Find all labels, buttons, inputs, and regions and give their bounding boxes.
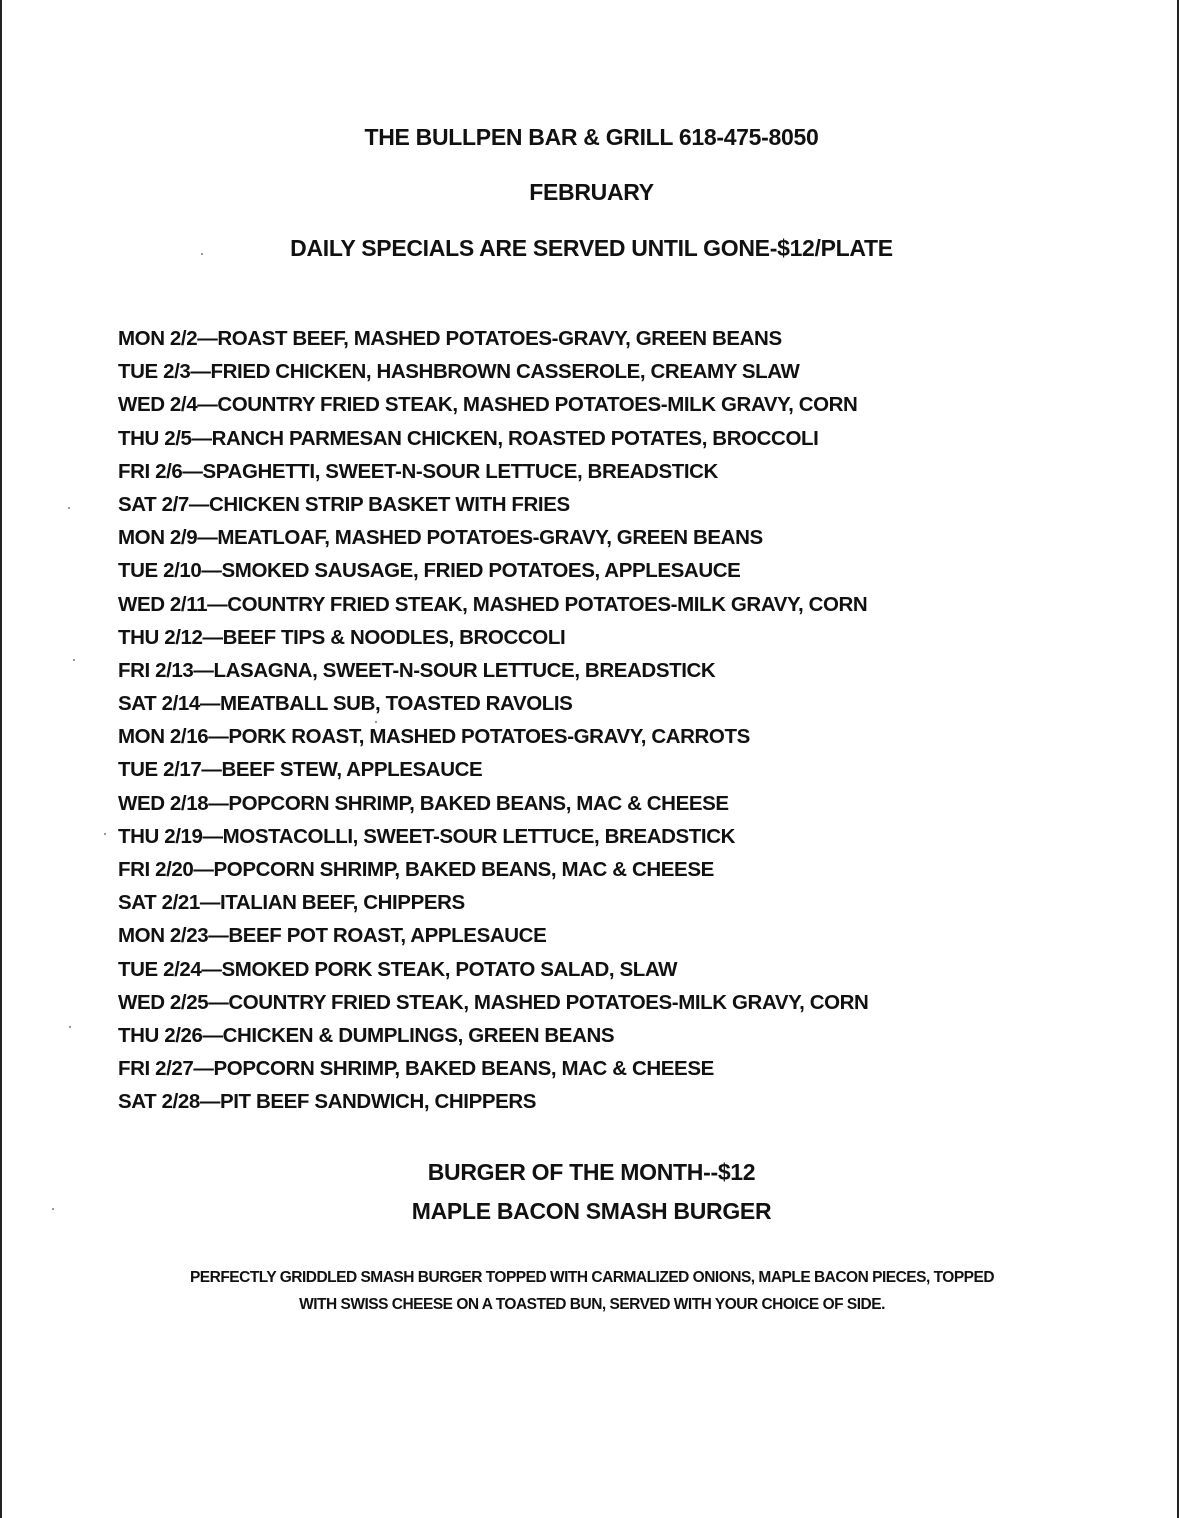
daily-special-item: TUE 2/10—SMOKED SAUSAGE, FRIED POTATOES, APPLESAUCE (118, 559, 741, 583)
daily-special-item: SAT 2/7—CHICKEN STRIP BASKET WITH FRIES (118, 492, 570, 516)
daily-special-item: THU 2/12—BEEF TIPS & NOODLES, BROCCOLI (118, 625, 566, 649)
restaurant-title: THE BULLPEN BAR & GRILL 618-475-8050 (364, 124, 819, 150)
burger-of-month-heading: BURGER OF THE MONTH--$12 (427, 1159, 756, 1185)
daily-special-item: SAT 2/28—PIT BEEF SANDWICH, CHIPPERS (118, 1090, 537, 1114)
specials-note: DAILY SPECIALS ARE SERVED UNTIL GONE-$12/PLATE (290, 235, 893, 261)
scan-speck (375, 721, 377, 723)
month-heading: FEBRUARY (529, 179, 654, 205)
burger-description (92, 1264, 1092, 1318)
daily-special-item: FRI 2/27—POPCORN SHRIMP, BAKED BEANS, MAC & CHEESE (118, 1057, 714, 1081)
scan-speck (52, 1208, 54, 1210)
scan-speck (69, 1026, 71, 1028)
daily-specials-list (118, 322, 1118, 1119)
burger-description-line: WITH SWISS CHEESE ON A TOASTED BUN, SERVED WITH YOUR CHOICE OF SIDE. (299, 1296, 885, 1313)
daily-special-item: MON 2/2—ROAST BEEF, MASHED POTATOES-GRAVY, GREEN BEANS (118, 327, 782, 350)
daily-special-item: TUE 2/17—BEEF STEW, APPLESAUCE (118, 758, 483, 782)
scan-speck (68, 507, 70, 509)
scan-speck (201, 253, 203, 255)
daily-special-item: THU 2/19—MOSTACOLLI, SWEET-SOUR LETTUCE, BREADSTICK (118, 824, 736, 848)
daily-special-item: TUE 2/3—FRIED CHICKEN, HASHBROWN CASSEROLE, CREAMY SLAW (118, 360, 800, 384)
scan-speck (104, 833, 106, 835)
daily-special-item: SAT 2/14—MEATBALL SUB, TOASTED RAVOLIS (118, 692, 573, 716)
daily-special-item: TUE 2/24—SMOKED PORK STEAK, POTATO SALAD, SLAW (118, 957, 678, 981)
daily-special-item: WED 2/11—COUNTRY FRIED STEAK, MASHED POTATOES-MILK GRAVY, CORN (118, 592, 868, 616)
daily-special-item: FRI 2/13—LASAGNA, SWEET-N-SOUR LETTUCE, BREADSTICK (118, 658, 716, 682)
daily-special-item: WED 2/25—COUNTRY FRIED STEAK, MASHED POTATOES-MILK GRAVY, CORN (118, 990, 869, 1014)
scan-speck (73, 659, 75, 661)
daily-special-item: MON 2/9—MEATLOAF, MASHED POTATOES-GRAVY, GREEN BEANS (118, 526, 763, 550)
daily-special-item: THU 2/26—CHICKEN & DUMPLINGS, GREEN BEANS (118, 1023, 615, 1047)
daily-special-item: FRI 2/20—POPCORN SHRIMP, BAKED BEANS, MAC & CHEESE (118, 858, 714, 881)
burger-name: MAPLE BACON SMASH BURGER (411, 1198, 772, 1224)
daily-special-item: MON 2/23—BEEF POT ROAST, APPLESAUCE (118, 924, 547, 948)
daily-special-item: MON 2/16—PORK ROAST, MASHED POTATOES-GRAVY, CARROTS (118, 725, 750, 749)
daily-special-item: FRI 2/6—SPAGHETTI, SWEET-N-SOUR LETTUCE, BREADSTICK (118, 459, 718, 483)
daily-special-item: THU 2/5—RANCH PARMESAN CHICKEN, ROASTED POTATES, BROCCOLI (118, 426, 819, 450)
daily-special-item: WED 2/4—COUNTRY FRIED STEAK, MASHED POTATOES-MILK GRAVY, CORN (118, 393, 858, 417)
burger-description-line: PERFECTLY GRIDDLED SMASH BURGER TOPPED WITH CARMALIZED ONIONS, MAPLE BACON PIECES, TOPPED (189, 1269, 995, 1286)
daily-special-item: WED 2/18—POPCORN SHRIMP, BAKED BEANS, MAC & CHEESE (118, 791, 729, 815)
daily-special-item: SAT 2/21—ITALIAN BEEF, CHIPPERS (118, 891, 465, 915)
